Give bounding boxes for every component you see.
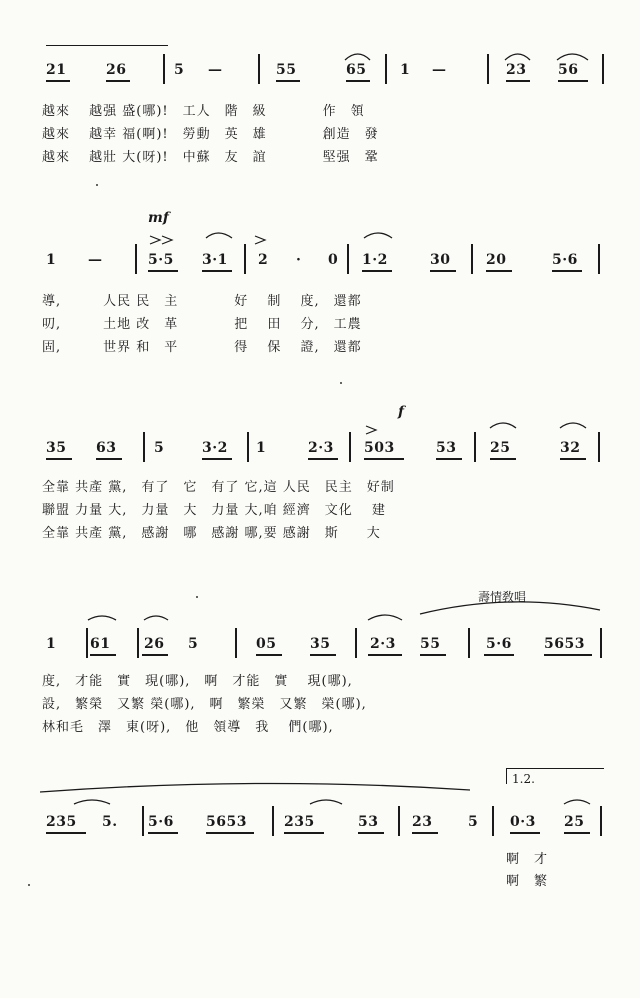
note-group: 35 bbox=[46, 440, 67, 456]
note-group: 53 bbox=[436, 440, 457, 456]
note-group: 32 bbox=[560, 440, 581, 456]
note-group: 23 bbox=[506, 62, 527, 78]
lyric-line: 越來 越强 盛(哪)! 工人 階 級 作 領 bbox=[42, 104, 365, 119]
note-group: 35 bbox=[310, 636, 331, 652]
performance-annotation: 壽情敎唱 bbox=[478, 590, 527, 604]
lyric-line: 固, 世界 和 平 得 保 證, 還都 bbox=[42, 340, 362, 355]
note-group: 23 bbox=[412, 814, 433, 830]
lyric-line: 越來 越壯 大(呀)! 中蘇 友 誼 堅强 鞏 bbox=[42, 150, 379, 165]
lyric-line: 導, 人民 民 主 好 制 度, 還都 bbox=[42, 294, 362, 309]
note-group: 235 bbox=[284, 814, 315, 830]
note-group: 5. bbox=[102, 814, 118, 830]
note-group: 26 bbox=[106, 62, 127, 78]
lyric-line: 啊 繁 bbox=[506, 874, 549, 889]
note-group: 0 bbox=[328, 252, 339, 268]
note-group: 55 bbox=[420, 636, 441, 652]
note-group: 61 bbox=[90, 636, 111, 652]
note-group: 5·6 bbox=[552, 252, 578, 268]
lyric-line: 啊 才 bbox=[506, 852, 549, 867]
dash: — bbox=[88, 252, 103, 268]
note-group: 1·2 bbox=[362, 252, 388, 268]
note-group: 30 bbox=[430, 252, 451, 268]
note-group: 1 bbox=[46, 252, 57, 268]
lyric-line: 全靠 共產 黨, 有了 它 有了 它,這 人民 民主 好制 bbox=[42, 480, 395, 495]
note-group: 2·3 bbox=[370, 636, 396, 652]
slur-marks bbox=[0, 590, 640, 670]
note-group: 5 bbox=[154, 440, 165, 456]
note-group: 5·5 bbox=[148, 252, 174, 268]
note-group: 05 bbox=[256, 636, 277, 652]
note-group: 53 bbox=[358, 814, 379, 830]
note-group: 5 bbox=[174, 62, 185, 78]
note-group: 2 bbox=[258, 252, 269, 268]
slur-marks bbox=[0, 400, 640, 480]
note-group: 5 bbox=[188, 636, 199, 652]
lyric-line: 全靠 共產 黨, 感謝 哪 感謝 哪,要 感謝 斯 大 bbox=[42, 526, 381, 541]
lyric-line: 聯盟 力量 大, 力量 大 力量 大,咱 經濟 文化 建 bbox=[42, 503, 386, 518]
note-group: 65 bbox=[346, 62, 367, 78]
note-group: 56 bbox=[558, 62, 579, 78]
note-group: 503 bbox=[364, 440, 395, 456]
note-group: 55 bbox=[276, 62, 297, 78]
lyric-line: 度, 才能 實 現(哪), 啊 才能 實 現(哪), bbox=[42, 674, 353, 689]
volta-label: 1.2. bbox=[512, 772, 535, 786]
dynamic-mark: mf bbox=[148, 210, 169, 226]
note-group: 5653 bbox=[206, 814, 247, 830]
note-group: 25 bbox=[564, 814, 585, 830]
note-group: 5·6 bbox=[486, 636, 512, 652]
note-group: 25 bbox=[490, 440, 511, 456]
note-group: 2·3 bbox=[308, 440, 334, 456]
note-group: 3·1 bbox=[202, 252, 228, 268]
note-group: 20 bbox=[486, 252, 507, 268]
dynamic-mark: f bbox=[398, 404, 405, 420]
note-group: 21 bbox=[46, 62, 67, 78]
note-group: 3·2 bbox=[202, 440, 228, 456]
note-group: 5653 bbox=[544, 636, 585, 652]
lyric-line: 林和毛 澤 東(呀), 他 領導 我 們(哪), bbox=[42, 720, 334, 735]
note-group: 0·3 bbox=[510, 814, 536, 830]
note-group: 1 bbox=[256, 440, 267, 456]
note-group: 5 bbox=[468, 814, 479, 830]
dot: · bbox=[296, 252, 302, 268]
note-group: 5·6 bbox=[148, 814, 174, 830]
note-group: 1 bbox=[46, 636, 57, 652]
slur-marks bbox=[0, 760, 640, 840]
note-group: 235 bbox=[46, 814, 77, 830]
lyric-line: 叨, 土地 改 革 把 田 分, 工農 bbox=[42, 317, 362, 332]
accent-marks bbox=[0, 200, 640, 280]
note-group: 63 bbox=[96, 440, 117, 456]
dash: — bbox=[208, 62, 223, 78]
note-group: 1 bbox=[400, 62, 411, 78]
lyric-line: 越來 越幸 福(啊)! 勞動 英 雄 創造 發 bbox=[42, 127, 379, 142]
lyric-line: 設, 繁榮 又繁 榮(哪), 啊 繁榮 又繁 榮(哪), bbox=[42, 697, 367, 712]
dash: — bbox=[432, 62, 447, 78]
note-group: 26 bbox=[144, 636, 165, 652]
